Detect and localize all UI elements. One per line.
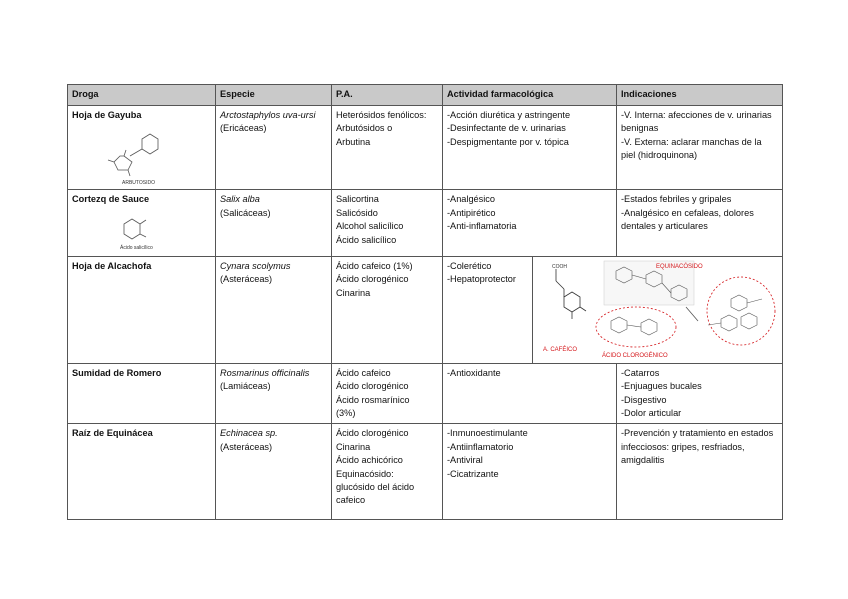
actividad-item: -Antioxidante: [447, 367, 501, 378]
especie-family: (Asteráceas): [220, 274, 273, 285]
cell-droga: [68, 256, 216, 363]
cell-droga: [68, 190, 216, 256]
drug-table: [67, 84, 783, 520]
especie-latin: Echinacea sp.: [220, 428, 278, 439]
actividad-item: -Cicatrizante: [447, 468, 499, 479]
pa-item: Heterósidos fenólicos:: [336, 110, 427, 120]
cell-pa: [332, 256, 443, 363]
cell-especie: [216, 106, 332, 190]
salicylic-caption: Ácido salicílico: [120, 244, 153, 251]
indicacion-item: -Disgestivo: [621, 394, 667, 405]
pa-item: Ácido achicórico: [336, 455, 403, 466]
especie-latin: Rosmarinus officinalis: [220, 367, 310, 378]
cell-especie: [216, 363, 332, 424]
caffeic-caption: A. CAFÉICO: [543, 346, 578, 353]
pa-item: Equinacósido:: [336, 468, 394, 479]
header-indicaciones: Indicaciones: [617, 85, 783, 106]
droga-name: Hoja de Alcachofa: [72, 260, 152, 271]
clorogenico-caption: ÁCIDO CLOROGÉNICO: [602, 352, 668, 359]
header-row: [68, 85, 783, 106]
cell-indicaciones: [617, 190, 783, 256]
actividad-item: -Hepatoprotector: [447, 274, 516, 285]
cell-actividad: [443, 363, 617, 424]
pa-item: Arbutina: [336, 136, 371, 147]
pa-item: Cinarina: [336, 441, 371, 452]
cell-pa: [332, 424, 443, 520]
especie-family: (Lamiáceas): [220, 381, 271, 392]
indicacion-item: -Enjuagues bucales: [621, 381, 702, 392]
header-pa: P.A.: [332, 85, 443, 106]
pa-item: Alcohol salicílico: [336, 221, 404, 232]
header-especie: Especie: [216, 85, 332, 106]
actividad-item: -Desinfectante de v. urinarias: [447, 123, 566, 134]
actividad-item: -Despigmentante por v. tópica: [447, 136, 569, 147]
table-row: [68, 256, 783, 363]
cell-especie: [216, 256, 332, 363]
cell-actividad-indicaciones: [443, 256, 783, 363]
inner-divider: [532, 257, 533, 363]
pa-item: Arbutósidos o: [336, 123, 393, 134]
especie-family: (Salicáceas): [220, 207, 271, 218]
especie-family: (Ericáceas): [220, 123, 267, 134]
table-row: [68, 424, 783, 520]
cell-actividad: [443, 190, 617, 256]
pa-item: Ácido clorogénico: [336, 428, 409, 439]
pa-item: Ácido salicílico: [336, 234, 397, 245]
especie-family: (Asteráceas): [220, 441, 273, 452]
droga-name: Raíz de Equinácea: [72, 428, 153, 439]
cell-indicaciones: [617, 106, 783, 190]
header-droga: Droga: [68, 85, 216, 106]
cell-pa: [332, 363, 443, 424]
actividad-item: -Inmunoestimulante: [447, 428, 528, 439]
table-row: [68, 190, 783, 256]
actividad-item: -Colerético: [447, 260, 492, 271]
cell-especie: [216, 424, 332, 520]
actividad-item: -Analgésico: [447, 194, 496, 205]
pa-item: Ácido rosmarínico: [336, 394, 410, 405]
table-row: [68, 363, 783, 424]
indicacion-item: -Catarros: [621, 367, 660, 378]
indicacion-item: -Analgésico en cefaleas, dolores dentales y articulares: [621, 207, 754, 232]
pa-item: glucósido del ácido cafeico: [336, 482, 415, 506]
especie-latin: Salix alba: [220, 194, 260, 205]
especie-latin: Arctostaphylos uva-ursi: [220, 110, 316, 120]
cell-especie: [216, 190, 332, 256]
pa-item: Salicósido: [336, 207, 378, 218]
indicacion-item: -Estados febriles y gripales: [621, 194, 732, 205]
cell-droga: [68, 424, 216, 520]
arbutin-caption: ARBUTOSIDO: [122, 180, 155, 187]
cell-indicaciones: [617, 424, 783, 520]
droga-name: Hoja de Gayuba: [72, 110, 142, 120]
actividad-item: -Antipirético: [447, 207, 496, 218]
cell-pa: [332, 190, 443, 256]
droga-name: Sumidad de Romero: [72, 367, 162, 378]
pa-item: Ácido cafeico: [336, 367, 391, 378]
chemical-structures-image: [536, 259, 776, 361]
actividad-item: -Antiviral: [447, 455, 483, 466]
pa-item: Cinarina: [336, 287, 371, 298]
cell-droga: [68, 106, 216, 190]
pa-item: (3%): [336, 408, 356, 419]
arbutin-structure-image: [72, 126, 182, 186]
indicacion-item: -Dolor articular: [621, 408, 682, 419]
cell-pa: [332, 106, 443, 190]
cell-indicaciones: [617, 363, 783, 424]
droga-name: Cortezq de Sauce: [72, 194, 150, 205]
svg-text:COOH: COOH: [552, 263, 567, 270]
indicacion-item: -Prevención y tratamiento en estados infecciosos: gripes, resfriados, amigdalitis: [621, 428, 774, 466]
pa-item: Ácido clorogénico: [336, 381, 409, 392]
indicacion-item: -V. Externa: aclarar manchas de la piel (hidroquinona): [621, 136, 762, 161]
pa-item: Ácido cafeico (1%): [336, 260, 413, 271]
cell-droga: [68, 363, 216, 424]
header-actividad: Actividad farmacológica: [443, 85, 617, 106]
equinacosido-caption: EQUINACÓSIDO: [656, 263, 703, 270]
pa-item: Salicortina: [336, 194, 379, 205]
actividad-item: -Acción diurética y astringente: [447, 110, 571, 120]
actividad-item: -Antiinflamatorio: [447, 441, 514, 452]
indicacion-item: -V. Interna: afecciones de v. urinarias benignas: [621, 110, 772, 134]
pa-item: Ácido clorogénico: [336, 274, 409, 285]
cell-actividad: [443, 106, 617, 190]
table-row: [68, 106, 783, 190]
especie-latin: Cynara scolymus: [220, 260, 291, 271]
actividad-item: -Anti-inflamatoria: [447, 221, 517, 232]
salicylic-structure-image: [72, 211, 182, 253]
cell-actividad: [443, 424, 617, 520]
